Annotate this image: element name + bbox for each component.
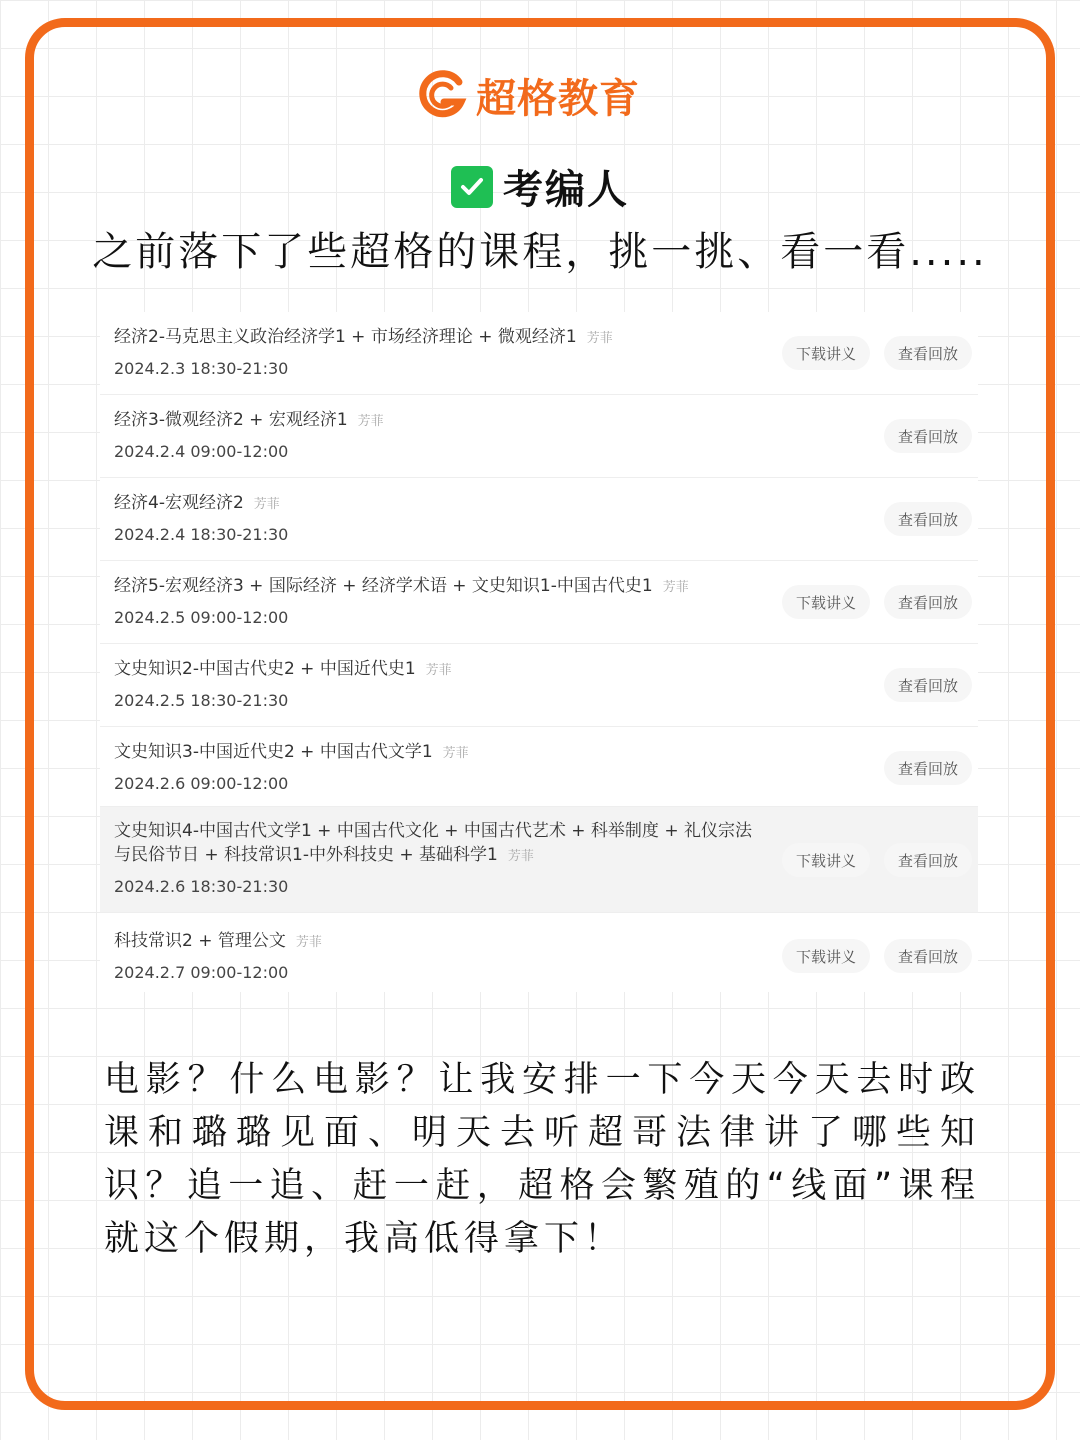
download-notes-button[interactable]: 下载讲义	[782, 585, 870, 619]
course-row-highlighted	[100, 807, 978, 913]
brand-g-icon	[414, 68, 468, 122]
teacher-name: 芳菲	[253, 497, 280, 512]
course-title: 文史知识4-中国古代文学1 + 中国古代文化 + 中国古代艺术 + 科举制度 + 礼仪宗法与民俗节日 + 科技常识1-中外科技史 + 基础科学1 芳菲	[114, 821, 752, 865]
course-row	[100, 395, 978, 478]
teacher-name: 芳菲	[425, 663, 452, 678]
course-time: 2024.2.6 18:30-21:30	[114, 877, 289, 896]
view-playback-button[interactable]: 查看回放	[884, 843, 972, 877]
teacher-name: 芳菲	[357, 414, 384, 429]
course-title: 经济4-宏观经济2 芳菲	[114, 493, 280, 513]
course-time: 2024.2.4 18:30-21:30	[114, 525, 289, 544]
course-row	[100, 644, 978, 727]
brand-logo	[414, 66, 640, 124]
course-title: 经济2-马克思主义政治经济学1 + 市场经济理论 + 微观经济1 芳菲	[114, 327, 613, 347]
teacher-name: 芳菲	[442, 746, 469, 761]
course-time: 2024.2.3 18:30-21:30	[114, 359, 289, 378]
download-notes-button[interactable]: 下载讲义	[782, 939, 870, 973]
download-notes-button[interactable]: 下载讲义	[782, 843, 870, 877]
course-time: 2024.2.5 18:30-21:30	[114, 691, 289, 710]
course-row	[100, 561, 978, 644]
view-playback-button[interactable]: 查看回放	[884, 419, 972, 453]
view-playback-button[interactable]: 查看回放	[884, 939, 972, 973]
course-title: 文史知识2-中国古代史2 + 中国近代史1 芳菲	[114, 659, 452, 679]
course-time: 2024.2.4 09:00-12:00	[114, 442, 289, 461]
course-title: 文史知识3-中国近代史2 + 中国古代文学1 芳菲	[114, 742, 469, 762]
course-time: 2024.2.6 09:00-12:00	[114, 774, 289, 793]
view-playback-button[interactable]: 查看回放	[884, 751, 972, 785]
course-title: 科技常识2 + 管理公文 芳菲	[114, 931, 322, 951]
course-row	[100, 727, 978, 807]
teacher-name: 芳菲	[507, 849, 534, 864]
teacher-name: 芳菲	[295, 935, 322, 950]
checkbox-checked-icon	[451, 166, 493, 208]
headline-title: 考编人	[503, 167, 629, 213]
headline-subtitle: 之前落下了些超格的课程，挑一挑、看一看.....	[92, 229, 988, 275]
teacher-name: 芳菲	[586, 331, 613, 346]
brand-name: 超格教育	[476, 75, 640, 122]
course-row	[100, 913, 978, 992]
view-playback-button[interactable]: 查看回放	[884, 585, 972, 619]
teacher-name: 芳菲	[662, 580, 689, 595]
course-row	[100, 478, 978, 561]
course-title: 经济5-宏观经济3 + 国际经济 + 经济学术语 + 文史知识1-中国古代史1 芳菲	[114, 576, 689, 596]
course-list	[100, 312, 978, 992]
course-time: 2024.2.5 09:00-12:00	[114, 608, 289, 627]
headline	[0, 158, 1080, 215]
view-playback-button[interactable]: 查看回放	[884, 502, 972, 536]
course-time: 2024.2.7 09:00-12:00	[114, 963, 289, 982]
course-title: 经济3-微观经济2 + 宏观经济1 芳菲	[114, 410, 384, 430]
body-paragraph: 电影？什么电影？让我安排一下今天今天去时政课和璐璐见面、明天去听超哥法律讲了哪些知识？追一追、赶一赶，超格会繁殖的“线面”课程就这个假期，我高低得拿下！	[104, 1060, 980, 1259]
download-notes-button[interactable]: 下载讲义	[782, 336, 870, 370]
view-playback-button[interactable]: 查看回放	[884, 668, 972, 702]
view-playback-button[interactable]: 查看回放	[884, 336, 972, 370]
course-row	[100, 312, 978, 395]
